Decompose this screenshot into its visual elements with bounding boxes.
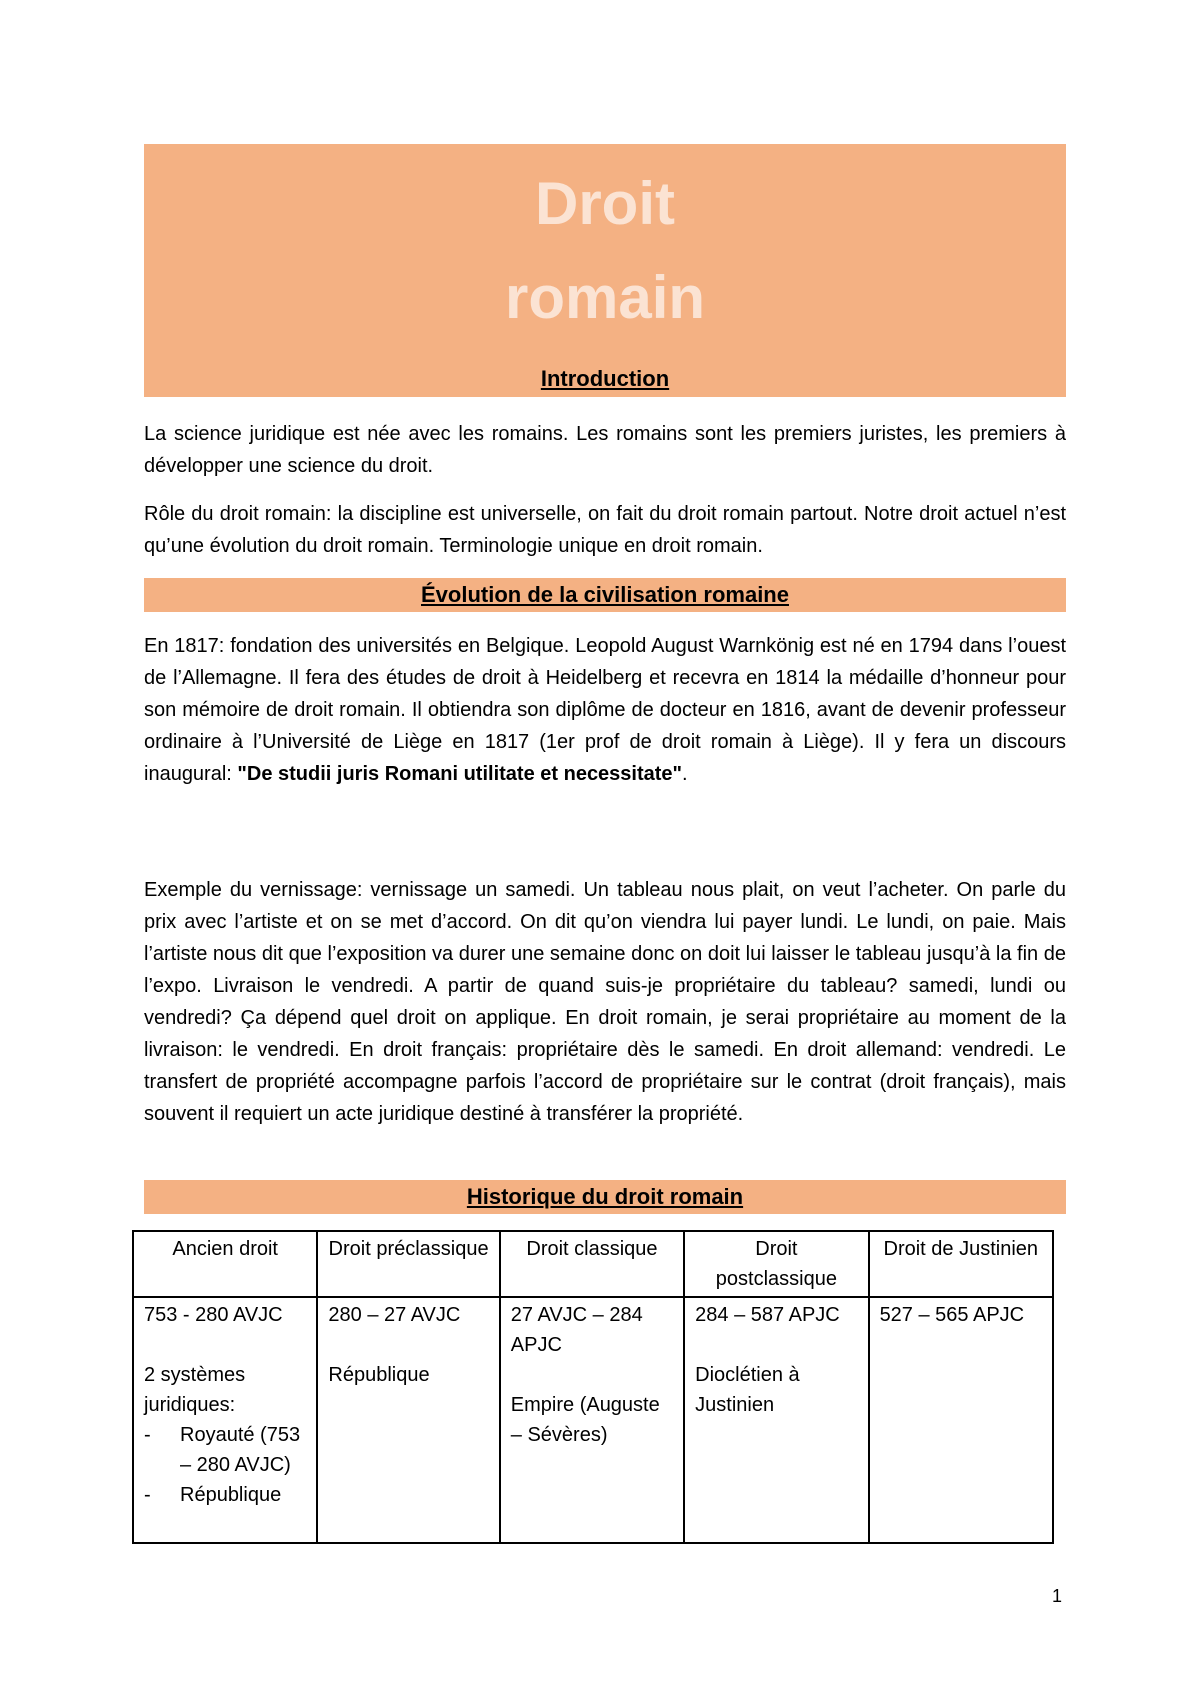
table-cell-droit-justinien <box>869 1297 1053 1543</box>
table-cell-ancien-droit <box>133 1297 317 1543</box>
document-title-line-1: Droit <box>535 170 675 237</box>
history-table <box>132 1230 1054 1544</box>
period-dates: 27 AVJC – 284 APJC <box>510 1304 643 1356</box>
table-header-cell: Droit classique <box>500 1231 684 1297</box>
intro-paragraph-1: La science juridique est née avec les romains. Les romains sont les premiers juristes, les premiers à développer une science du droit. <box>144 423 1066 477</box>
document-title-line-2: romain <box>504 264 706 331</box>
section1-paragraph-1-end: . <box>682 763 688 785</box>
table-header-cell: Droit préclassique <box>317 1231 499 1297</box>
list-item: - Royauté (753 – 280 AVJC) <box>144 1420 306 1480</box>
list-item: - République <box>144 1480 306 1510</box>
period-dates: 753 - 280 AVJC <box>144 1304 283 1326</box>
table-cell-droit-classique <box>500 1297 684 1543</box>
period-description: 2 systèmes juridiques: <box>144 1364 246 1416</box>
systems-list <box>144 1420 306 1510</box>
section1-paragraph-2: Exemple du vernissage: vernissage un samedi. Un tableau nous plait, on veut l’acheter. On parle du prix avec l’artiste et on se met d’accord. On dit qu’on viendra lui payer lundi. Le lundi, on paie. Mais l’artiste nous dit que l’exposition va durer une semaine donc on doit lui laisser le tableau jusqu’à la fin de l’expo. Livraison le vendredi. A partir de quand suis-je propriétaire du tableau? samedi, lundi ou vendredi? Ça dépend quel droit on applique. En droit romain, je serai propriétaire au moment de la livraison: le vendredi. En droit français: propriétaire dès le samedi. En droit allemand: vendredi. Le transfert de propriété accompagne parfois l’accord de propriétaire sur le contrat (droit français), mais souvent il requiert un acte juridique destiné à transférer la propriété. <box>144 879 1066 1125</box>
period-description: Dioclétien à Justinien <box>695 1364 800 1416</box>
table-cell-droit-postclassique <box>684 1297 868 1543</box>
table-header-row <box>133 1231 1053 1297</box>
table-header-cell: Droit de Justinien <box>869 1231 1053 1297</box>
section-heading-historique: Historique du droit romain <box>144 1180 1066 1214</box>
table-header-cell: Droit postclassique <box>684 1231 868 1297</box>
intro-paragraph-2: Rôle du droit romain: la discipline est universelle, on fait du droit romain partout. Notre droit actuel n’est qu’une évolution du droit romain. Terminologie unique en droit romain. <box>144 503 1066 557</box>
period-dates: 527 – 565 APJC <box>879 1304 1025 1326</box>
table-cell-droit-preclassique <box>317 1297 499 1543</box>
title-banner <box>144 144 1066 397</box>
period-description: République <box>328 1364 430 1386</box>
table-row <box>133 1297 1053 1543</box>
table-header-cell: Ancien droit <box>133 1231 317 1297</box>
inaugural-discourse-title: "De studii juris Romani utilitate et necessitate" <box>237 763 683 785</box>
section1-paragraph-1-text: En 1817: fondation des universités en Belgique. Leopold August Warnkönig est né en 1794 dans l’ouest de l’Allemagne. Il fera des études de droit à Heidelberg et recevra en 1814 la médaille d’honneur pour son mémoire de droit romain. Il obtiendra son diplôme de docteur en 1816, avant de devenir professeur ordinaire à l’Université de Liège en 1817 (1er prof de droit romain à Liège). Il y fera un discours inaugural: <box>144 635 1066 785</box>
section-heading-evolution: Évolution de la civilisation romaine <box>144 578 1066 612</box>
period-dates: 284 – 587 APJC <box>695 1304 840 1326</box>
introduction-heading: Introduction <box>540 366 670 391</box>
section1-paragraph-1 <box>144 630 1066 790</box>
period-description: Empire (Auguste – Sévères) <box>510 1394 660 1446</box>
period-dates: 280 – 27 AVJC <box>328 1304 461 1326</box>
page-number: 1 <box>1052 1586 1063 1606</box>
